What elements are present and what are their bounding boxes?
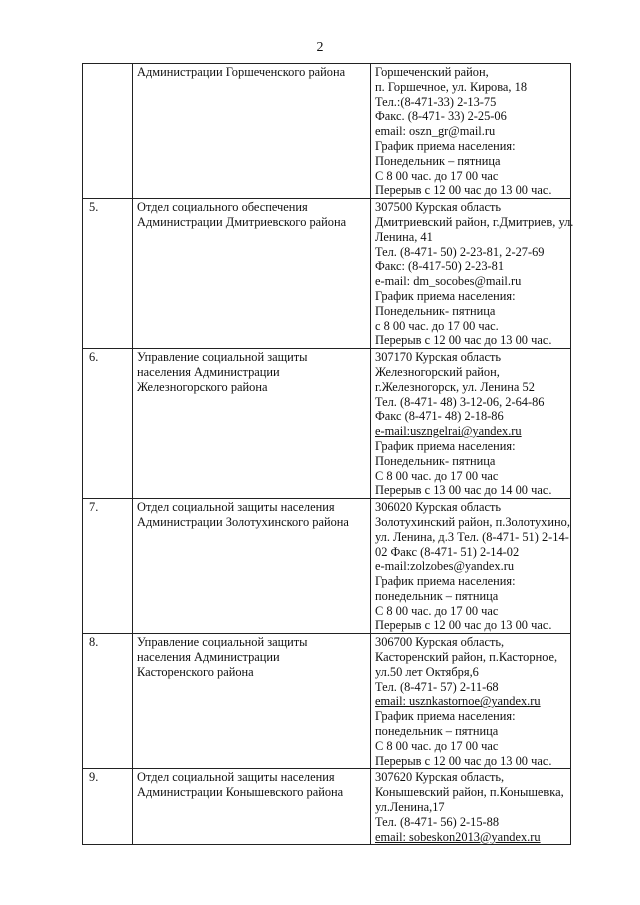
contact-info-line: Тел. (8-471- 50) 2-23-81, 2-27-69 [375,244,545,259]
contact-info-line: понедельник – пятница [375,724,499,739]
contact-info-line: с 8 00 час. до 17 00 час. [375,318,499,333]
row-number: 9. [83,769,133,845]
email-link[interactable]: e-mail:uszngelrai@yandex.ru [375,424,522,439]
contact-info-line: Перерыв с 13 00 час до 14 00 час. [375,483,552,498]
contact-info-line: Факс (8-471- 48) 2-18-86 [375,409,504,424]
contact-info-line: Факс. (8-471- 33) 2-25-06 [375,109,507,124]
contact-info-line: График приема населения: [375,574,516,589]
contact-info [371,349,571,499]
contact-info [371,499,571,634]
organization-name [133,64,371,199]
contact-info-line: График приема населения: [375,438,516,453]
contact-info-line: Перерыв с 12 00 час до 13 00 час. [375,183,552,198]
contact-info-line: Перерыв с 12 00 час до 13 00 час. [375,618,552,633]
contact-info-line: 306700 Курская область, [375,635,505,650]
contacts-table [82,63,574,845]
organization-name-line: Администрации Золотухинского района [137,514,349,529]
contact-info-line: п. Горшечное, ул. Кирова, 18 [375,79,528,94]
organization-name-line: Отдел социального обеспечения [137,200,308,215]
contacts-table-body [83,64,574,845]
contact-info-line: ул.Ленина,17 [375,800,445,815]
contact-info-line: ул. Ленина, д.3 Тел. (8-471- 51) 2-14- [375,529,569,544]
page-number: 2 [316,40,324,55]
contact-info-line: Дмитриевский район, г.Дмитриев, ул. [375,214,574,229]
row-number: 6. [83,349,133,499]
contact-info [371,634,571,769]
contact-info-line: Понедельник – пятница [375,153,501,168]
row-number [83,64,133,199]
contact-info-line: Тел. (8-471- 57) 2-11-68 [375,679,499,694]
organization-name-line: Управление социальной защиты [137,635,308,650]
contact-info-line: г.Железногорск, ул. Ленина 52 [375,379,535,394]
organization-name-line: населения Администрации [137,650,280,665]
row-number: 5. [83,199,133,349]
organization-name [133,349,371,499]
contact-info-line: С 8 00 час. до 17 00 час [375,603,499,618]
contact-info-line: С 8 00 час. до 17 00 час [375,738,499,753]
organization-name [133,769,371,845]
organization-name-line: Управление социальной защиты [137,350,308,365]
contact-info-line: Тел.:(8-471-33) 2-13-75 [375,94,497,109]
email-link[interactable]: email: usznkastornoe@yandex.ru [375,694,541,709]
contact-info-line: 307620 Курская область, [375,770,505,785]
contact-info-line: Касторенский район, п.Касторное, [375,650,558,665]
contact-info-line: понедельник – пятница [375,588,499,603]
table-row [83,349,571,499]
organization-name-line: Отдел социальной защиты населения [137,500,335,515]
contact-info-line: Факс: (8-417-50) 2-23-81 [375,259,505,274]
contact-info-line: Перерыв с 12 00 час до 13 00 час. [375,333,552,348]
table-row [83,499,571,634]
row-number: 7. [83,499,133,634]
contact-info-line: Горшеченский район, [375,65,489,79]
contact-info-line: Ленина, 41 [375,229,433,244]
contact-info [371,64,571,199]
organization-name-line: Касторенского района [137,664,254,679]
contact-info-line: 307170 Курская область [375,350,502,365]
contact-info-line: 02 Факс (8-471- 51) 2-14-02 [375,544,520,559]
contact-info-line: График приема населения: [375,709,516,724]
organization-name-line: населения Администрации [137,364,280,379]
contact-info-line: Понедельник- пятница [375,453,496,468]
contact-info-line: 307500 Курская область [375,200,502,215]
contact-info-line: Железногорский район, [375,364,500,379]
contact-info-line: Тел. (8-471- 56) 2-15-88 [375,814,500,829]
contact-info [371,769,571,845]
contact-info-line: Понедельник- пятница [375,303,496,318]
row-number: 8. [83,634,133,769]
organization-name-line: Отдел социальной защиты населения [137,770,335,785]
contact-info-line: Золотухинский район, п.Золотухино, [375,514,570,529]
contact-info-line: 306020 Курская область [375,500,502,515]
email-link[interactable]: email: sobeskon2013@yandex.ru [375,829,541,844]
organization-name-line: Администрации Конышевского района [137,785,344,800]
table-row [83,769,571,845]
organization-name [133,199,371,349]
contact-info-line: e-mail: dm_socobes@mail.ru [375,274,522,289]
contact-info-line: График приема населения: [375,138,516,153]
contact-info [371,199,574,349]
contact-info-line: Тел. (8-471- 48) 3-12-06, 2-64-86 [375,394,545,409]
contact-info-line: Конышевский район, п.Конышевка, [375,785,564,800]
table-row [83,199,571,349]
organization-name-line: Администрации Дмитриевского района [137,214,347,229]
contact-info-line: ул.50 лет Октября,6 [375,664,479,679]
table-row [83,64,571,199]
contact-info-line: email: oszn_gr@mail.ru [375,124,496,139]
table-row [83,634,571,769]
organization-name [133,634,371,769]
contact-info-line: С 8 00 час. до 17 00 час [375,468,499,483]
organization-name-line: Железногорского района [137,379,268,394]
organization-name [133,499,371,634]
contact-info-line: С 8 00 час. до 17 00 час [375,168,499,183]
organization-name-line: Администрации Горшеченского района [137,65,346,79]
contact-info-line: Перерыв с 12 00 час до 13 00 час. [375,753,552,768]
contact-info-line: e-mail:zolzobes@yandex.ru [375,559,515,574]
contact-info-line: График приема населения: [375,288,516,303]
